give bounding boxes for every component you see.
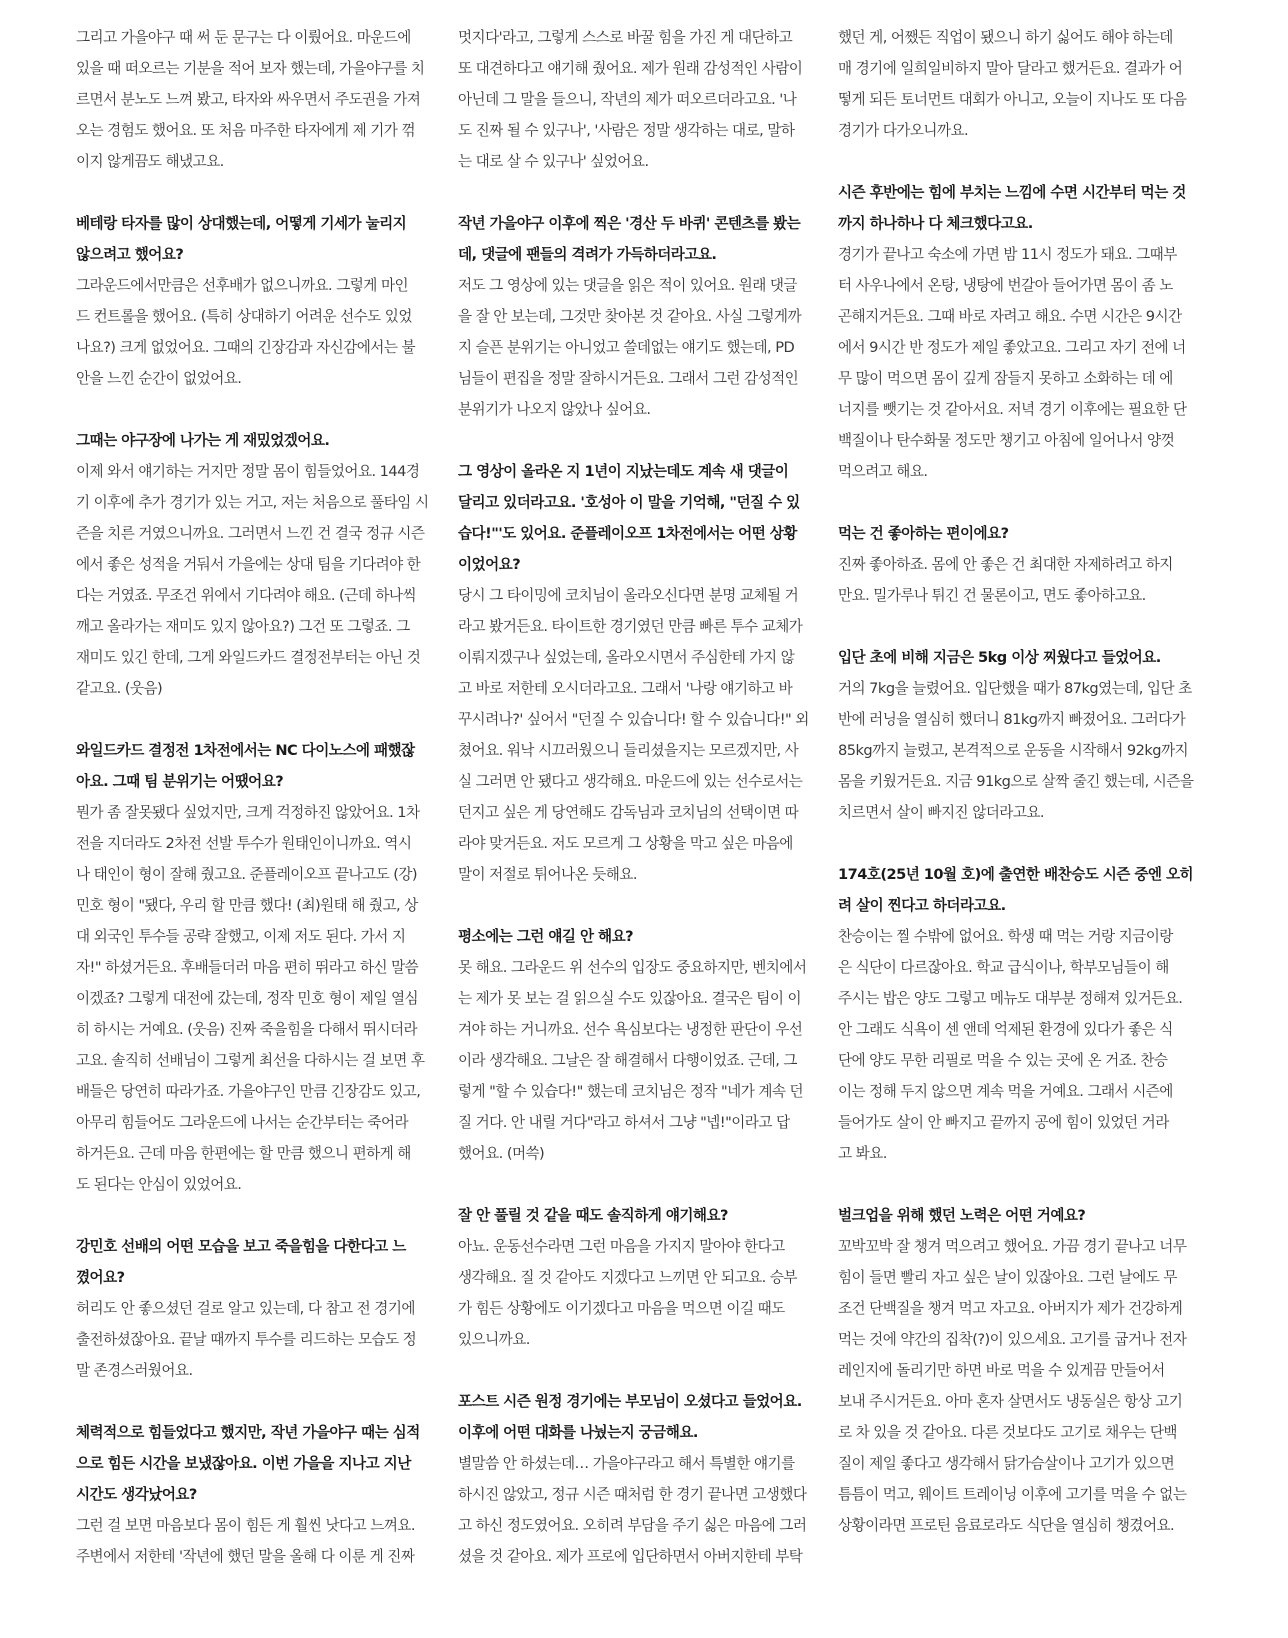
- text-line: 별말씀 안 하셨는데… 가을야구라고 해서 특별한 얘기를: [458, 1455, 795, 1472]
- interview-answer: [838, 549, 1198, 611]
- text-line: 도 된다는 안심이 있었어요.: [76, 1176, 242, 1193]
- text-line: 벌크업을 위해 했던 노력은 어떤 거예요?: [838, 1207, 1086, 1224]
- paragraph-gap: [838, 146, 1198, 177]
- text-line: 말이 저절로 튀어나온 듯해요.: [458, 866, 637, 883]
- interview-answer: [458, 580, 818, 890]
- interview-answer: [838, 239, 1198, 487]
- paragraph-gap: [458, 1355, 818, 1386]
- text-line: 잘 안 풀릴 것 같을 때도 솔직하게 얘기해요?: [458, 1207, 728, 1224]
- interview-question: [76, 735, 436, 797]
- text-line: 습다!"'도 있어요. 준플레이오프 1차전에서는 어떤 상황: [458, 525, 797, 542]
- text-line: 먹으려고 해요.: [838, 463, 928, 480]
- text-line: 또 대견하다고 얘기해 줬어요. 제가 원래 감성적인 사람이: [458, 60, 803, 77]
- text-line: 백질이나 탄수화물 정도만 챙기고 아침에 일어나서 양껏: [838, 432, 1175, 449]
- text-line: 말 존경스러웠어요.: [76, 1362, 193, 1379]
- text-line: 하거든요. 근데 마음 한편에는 할 만큼 했으니 편하게 해: [76, 1145, 411, 1162]
- paragraph-gap: [76, 1200, 436, 1231]
- text-line: 상황이라면 프로틴 음료로라도 식단을 열심히 챙겼어요.: [838, 1517, 1175, 1534]
- interview-answer: [76, 797, 436, 1200]
- text-line: 실 그러면 안 됐다고 생각해요. 마운드에 있는 선수로서는: [458, 773, 803, 790]
- text-line: 대 외국인 투수들 공략 잘했고, 이제 저도 된다. 가서 지: [76, 928, 406, 945]
- text-line: 배들은 당연히 따라가죠. 가을야구인 만큼 긴장감도 있고,: [76, 1083, 421, 1100]
- text-line: 을 잘 안 보는데, 그것만 찾아본 것 같아요. 사실 그렇게까: [458, 308, 802, 325]
- text-line: 나요?) 크게 없었어요. 그때의 긴장감과 자신감에서는 불: [76, 339, 416, 356]
- text-line: 라고 봤거든요. 타이트한 경기였던 만큼 빠른 투수 교체가: [458, 618, 803, 635]
- text-line: 터 사우나에서 온탕, 냉탕에 번갈아 들어가면 몸이 좀 노: [838, 277, 1173, 294]
- text-line: 겨야 하는 거니까요. 선수 욕심보다는 냉정한 판단이 우선: [458, 1021, 803, 1038]
- text-line: 있으니까요.: [458, 1331, 530, 1348]
- text-line: 고 바로 저한테 오시더라고요. 그래서 '나랑 얘기하고 바: [458, 680, 793, 697]
- text-line: 강민호 선배의 어떤 모습을 보고 죽을힘을 다한다고 느: [76, 1238, 406, 1255]
- text-line: 틈틈이 먹고, 웨이트 트레이닝 이후에 고기를 먹을 수 없는: [838, 1486, 1187, 1503]
- text-line: 는 제가 못 보는 걸 읽으실 수도 있잖아요. 결국은 팀이 이: [458, 990, 802, 1007]
- text-line: 작년 가을야구 이후에 찍은 '경산 두 바퀴' 콘텐츠를 봤는: [458, 215, 801, 232]
- text-line: 안 그래도 식욕이 센 앤데 억제된 환경에 있다가 좋은 식: [838, 1021, 1173, 1038]
- text-line: 고요. 솔직히 선배님이 그렇게 최선을 다하시는 걸 보면 후: [76, 1052, 425, 1069]
- paragraph-gap: [838, 611, 1198, 642]
- text-column-3: [838, 22, 1198, 1541]
- text-line: 거의 7kg을 늘렸어요. 입단했을 때가 87kg였는데, 입단 초: [838, 680, 1192, 697]
- paragraph-gap: [458, 177, 818, 208]
- paragraph-gap: [838, 487, 1198, 518]
- text-line: 이라 생각해요. 그날은 잘 해결해서 다행이었죠. 근데, 그: [458, 1052, 797, 1069]
- text-line: 라야 맞거든요. 저도 모르게 그 상황을 막고 싶은 마음에: [458, 835, 793, 852]
- paragraph-gap: [76, 394, 436, 425]
- text-line: 로 차 있을 것 같아요. 다른 것보다도 고기로 채우는 단백: [838, 1424, 1177, 1441]
- interview-answer: [76, 22, 436, 177]
- interview-question: [838, 518, 1198, 549]
- text-line: 주시는 밥은 양도 그렇고 메뉴도 대부분 정해져 있거든요.: [838, 990, 1183, 1007]
- interview-question: [458, 456, 818, 580]
- text-line: 에서 좋은 성적을 거둬서 가을에는 상대 팀을 기다려야 한: [76, 556, 421, 573]
- text-line: 들어가도 살이 안 빠지고 끝까지 공에 힘이 있었던 거라: [838, 1114, 1169, 1131]
- text-line: 는 대로 살 수 있구나' 싶었어요.: [458, 153, 649, 170]
- text-line: 이지 않게끔도 해냈고요.: [76, 153, 224, 170]
- text-line: 경기가 끝나고 숙소에 가면 밤 11시 정도가 돼요. 그때부: [838, 246, 1177, 263]
- text-line: 나 태인이 형이 잘해 줬고요. 준플레이오프 끝나고도 (강): [76, 866, 418, 883]
- text-line: 진짜 좋아하죠. 몸에 안 좋은 건 최대한 자제하려고 하지: [838, 556, 1173, 573]
- text-line: 민호 형이 "됐다, 우리 할 만큼 했다! (최)원태 해 줬고, 상: [76, 897, 418, 914]
- text-line: 174호(25년 10월 호)에 출연한 배찬승도 시즌 중엔 오히: [838, 866, 1194, 883]
- text-line: 시즌 후반에는 힘에 부치는 느낌에 수면 시간부터 먹는 것: [838, 184, 1186, 201]
- text-column-2: [458, 22, 818, 1572]
- paragraph-gap: [76, 704, 436, 735]
- text-line: 했어요. (머쓱): [458, 1145, 545, 1162]
- interview-answer: [76, 1510, 436, 1572]
- interview-question: [838, 859, 1198, 921]
- interview-answer: [458, 22, 818, 177]
- text-line: 주변에서 저한테 '작년에 했던 말을 올해 다 이룬 게 진짜: [76, 1548, 415, 1565]
- text-line: 오는 경험도 했어요. 또 처음 마주한 타자에게 제 기가 꺾: [76, 122, 415, 139]
- interview-question: [458, 921, 818, 952]
- text-line: 이뤄지겠구나 싶었는데, 올라오시면서 주심한테 가지 않: [458, 649, 795, 666]
- text-line: 지 슬픈 분위기는 아니었고 쓸데없는 얘기도 했는데, PD: [458, 339, 795, 356]
- interview-answer: [76, 456, 436, 704]
- text-line: 허리도 안 좋으셨던 걸로 알고 있는데, 다 참고 전 경기에: [76, 1300, 415, 1317]
- text-line: 레인지에 돌리기만 하면 바로 먹을 수 있게끔 만들어서: [838, 1362, 1165, 1379]
- text-line: 은 식단이 다르잖아요. 학교 급식이나, 학부모님들이 해: [838, 959, 1169, 976]
- text-line: 입단 초에 비해 지금은 5kg 이상 찌웠다고 들었어요.: [838, 649, 1161, 666]
- text-line: 찬승이는 찔 수밖에 없어요. 학생 때 먹는 거랑 지금이랑: [838, 928, 1173, 945]
- text-line: 단에 양도 무한 리필로 먹을 수 있는 곳에 온 거죠. 찬승: [838, 1052, 1168, 1069]
- text-line: 으로 힘든 시간을 보냈잖아요. 이번 가을을 지나고 지난: [76, 1455, 411, 1472]
- text-line: 그런 걸 보면 마음보다 몸이 힘든 게 훨씬 낫다고 느껴요.: [76, 1517, 415, 1534]
- text-line: 반에 러닝을 열심히 했더니 81kg까지 빠졌어요. 그러다가: [838, 711, 1186, 728]
- text-line: 이후에 어떤 대화를 나눴는지 궁금해요.: [458, 1424, 698, 1441]
- interview-answer: [458, 270, 818, 425]
- interview-answer: [458, 1448, 818, 1572]
- text-line: 자!" 하셨거든요. 후배들더러 마음 편히 뛰라고 하신 말씀: [76, 959, 419, 976]
- text-line: 몸을 키웠거든요. 지금 91kg으로 살짝 줄긴 했는데, 시즌을: [838, 773, 1194, 790]
- interview-question: [76, 1231, 436, 1293]
- text-line: 그라운드에서만큼은 선후배가 없으니까요. 그렇게 마인: [76, 277, 409, 294]
- text-line: 곤해지거든요. 그때 바로 자려고 해요. 수면 시간은 9시간: [838, 308, 1182, 325]
- text-line: 분위기가 나오지 않았나 싶어요.: [458, 401, 651, 418]
- text-line: 못 해요. 그라운드 위 선수의 입장도 중요하지만, 벤치에서: [458, 959, 807, 976]
- interview-answer: [838, 1231, 1198, 1541]
- interview-answer: [838, 22, 1198, 146]
- text-line: 멋지다'라고, 그렇게 스스로 바꿀 힘을 가진 게 대단하고: [458, 29, 793, 46]
- text-line: 가 힘든 상황에도 이기겠다고 마음을 먹으면 이길 때도: [458, 1300, 785, 1317]
- interview-question: [76, 208, 436, 270]
- text-line: 이겠죠? 그렇게 대전에 갔는데, 정작 민호 형이 제일 열심: [76, 990, 419, 1007]
- text-line: 만요. 밀가루나 튀긴 건 물론이고, 면도 좋아하고요.: [838, 587, 1146, 604]
- text-line: 렇게 "할 수 있습다!" 했는데 코치님은 정작 "네가 계속 던: [458, 1083, 804, 1100]
- paragraph-gap: [458, 890, 818, 921]
- text-line: 했던 게, 어쨌든 직업이 됐으니 하기 싫어도 해야 하는데: [838, 29, 1173, 46]
- text-column-1: [76, 22, 436, 1572]
- text-line: 려 살이 찐다고 하더라고요.: [838, 897, 1006, 914]
- text-line: 출전하셨잖아요. 끝날 때까지 투수를 리드하는 모습도 정: [76, 1331, 417, 1348]
- text-line: 보내 주시거든요. 아마 혼자 살면서도 냉동실은 항상 고기: [838, 1393, 1183, 1410]
- text-line: 무 많이 먹으면 몸이 깊게 잠들지 못하고 소화하는 데 에: [838, 370, 1173, 387]
- text-line: 꾸시려나?' 싶어서 "던질 수 있습니다! 할 수 있습니다!" 외: [458, 711, 809, 728]
- text-line: 이제 와서 얘기하는 거지만 정말 몸이 힘들었어요. 144경: [76, 463, 420, 480]
- text-line: 그 영상이 올라온 지 1년이 지났는데도 계속 새 댓글이: [458, 463, 789, 480]
- text-line: 아요. 그때 팀 분위기는 어땠어요?: [76, 773, 284, 790]
- interview-question: [458, 208, 818, 270]
- interview-question: [76, 1417, 436, 1510]
- text-line: 재미도 있긴 한데, 그게 와일드카드 결정전부터는 아닌 것: [76, 649, 421, 666]
- text-line: 힘이 들면 빨리 자고 싶은 날이 있잖아요. 그런 날에도 무: [838, 1269, 1177, 1286]
- text-line: 그리고 가을야구 때 써 둔 문구는 다 이뤘어요. 마운드에: [76, 29, 411, 46]
- interview-answer: [838, 921, 1198, 1169]
- text-line: 않으려고 했어요?: [76, 246, 184, 263]
- text-line: 히 하시는 거예요. (웃음) 진짜 죽을힘을 다해서 뛰시더라: [76, 1021, 418, 1038]
- paragraph-gap: [458, 425, 818, 456]
- interview-answer: [458, 1231, 818, 1355]
- text-line: 같고요. (웃음): [76, 680, 163, 697]
- interview-question: [458, 1200, 818, 1231]
- text-line: 평소에는 그런 얘길 안 해요?: [458, 928, 634, 945]
- text-line: 꼬박꼬박 잘 챙겨 먹으려고 했어요. 가끔 경기 끝나고 너무: [838, 1238, 1187, 1255]
- text-line: 그때는 야구장에 나가는 게 재밌었겠어요.: [76, 432, 330, 449]
- text-line: 질이 제일 좋다고 생각해서 닭가슴살이나 고기가 있으면: [838, 1455, 1175, 1472]
- text-line: 질 거다. 안 내릴 거다"라고 하셔서 그냥 "넵!"이라고 답: [458, 1114, 790, 1131]
- interview-question: [838, 1200, 1198, 1231]
- text-line: 있을 때 떠오르는 기분을 적어 보자 했는데, 가을야구를 치: [76, 60, 425, 77]
- text-line: 안을 느낀 순간이 없었어요.: [76, 370, 242, 387]
- paragraph-gap: [76, 177, 436, 208]
- text-line: 르면서 분노도 느껴 봤고, 타자와 싸우면서 주도권을 가져: [76, 91, 421, 108]
- text-line: 꼈어요?: [76, 1269, 125, 1286]
- text-line: 도 진짜 될 수 있구나', '사람은 정말 생각하는 대로, 말하: [458, 122, 795, 139]
- paragraph-gap: [838, 828, 1198, 859]
- interview-answer: [458, 952, 818, 1169]
- text-line: 체력적으로 힘들었다고 했지만, 작년 가을야구 때는 심적: [76, 1424, 420, 1441]
- interview-question: [838, 177, 1198, 239]
- text-line: 에서 9시간 반 정도가 제일 좋았고요. 그리고 자기 전에 너: [838, 339, 1186, 356]
- text-line: 당시 그 타이밍에 코치님이 올라오신다면 분명 교체될 거: [458, 587, 799, 604]
- text-line: 달리고 있더라고요. '호성아 이 말을 기억해, "던질 수 있: [458, 494, 800, 511]
- text-line: 아무리 힘들어도 그라운드에 나서는 순간부터는 죽어라: [76, 1114, 409, 1131]
- text-line: 85kg까지 늘렸고, 본격적으로 운동을 시작해서 92kg까지: [838, 742, 1189, 759]
- text-line: 데, 댓글에 팬들의 격려가 가득하더라고요.: [458, 246, 717, 263]
- interview-answer: [76, 1293, 436, 1386]
- text-line: 고 하신 정도였어요. 오히려 부담을 주기 싫은 마음에 그러: [458, 1517, 807, 1534]
- text-line: 기 이후에 추가 경기가 있는 거고, 저는 처음으로 풀타임 시: [76, 494, 429, 511]
- text-line: 깨고 올라가는 재미도 있지 않아요?) 그건 또 그렇죠. 그: [76, 618, 410, 635]
- text-line: 다는 거였죠. 무조건 위에서 기다려야 해요. (근데 하나씩: [76, 587, 416, 604]
- paragraph-gap: [458, 1169, 818, 1200]
- text-line: 드 컨트롤을 했어요. (특히 상대하기 어려운 선수도 있었: [76, 308, 412, 325]
- interview-question: [838, 642, 1198, 673]
- text-line: 즌을 치른 거였으니까요. 그러면서 느낀 건 결국 정규 시즌: [76, 525, 425, 542]
- text-line: 떻게 되든 토너먼트 대회가 아니고, 오늘이 지나도 또 다음: [838, 91, 1187, 108]
- text-line: 쳤어요. 워낙 시끄러웠으니 들리셨을지는 모르겠지만, 사: [458, 742, 799, 759]
- text-line: 까지 하나하나 다 체크했다고요.: [838, 215, 1033, 232]
- text-line: 매 경기에 일희일비하지 말아 달라고 했거든요. 결과가 어: [838, 60, 1183, 77]
- interview-answer: [76, 270, 436, 394]
- interview-question: [458, 1386, 818, 1448]
- text-line: 전을 지더라도 2차전 선발 투수가 원태인이니까요. 역시: [76, 835, 412, 852]
- text-line: 베테랑 타자를 많이 상대했는데, 어떻게 기세가 눌리지: [76, 215, 407, 232]
- text-line: 와일드카드 결정전 1차전에서는 NC 다이노스에 패했잖: [76, 742, 415, 759]
- text-line: 아뇨. 운동선수라면 그런 마음을 가지지 말아야 한다고: [458, 1238, 785, 1255]
- text-line: 먹는 것에 약간의 집착(?)이 있으세요. 고기를 굽거나 전자: [838, 1331, 1187, 1348]
- text-line: 아닌데 그 말을 들으니, 작년의 제가 떠오르더라고요. '나: [458, 91, 797, 108]
- text-line: 생각해요. 질 것 같아도 지겠다고 느끼면 안 되고요. 승부: [458, 1269, 797, 1286]
- text-line: 치르면서 살이 빠지진 않더라고요.: [838, 804, 1045, 821]
- text-line: 조건 단백질을 챙겨 먹고 자고요. 아버지가 제가 건강하게: [838, 1300, 1183, 1317]
- text-line: 경기가 다가오니까요.: [838, 122, 969, 139]
- interview-answer: [838, 673, 1198, 828]
- text-line: 님들이 편집을 정말 잘하시거든요. 그래서 그런 감성적인: [458, 370, 799, 387]
- text-line: 셨을 것 같아요. 제가 프로에 입단하면서 아버지한테 부탁: [458, 1548, 803, 1565]
- paragraph-gap: [76, 1386, 436, 1417]
- text-line: 고 봐요.: [838, 1145, 887, 1162]
- text-line: 저도 그 영상에 있는 댓글을 읽은 적이 있어요. 원래 댓글: [458, 277, 797, 294]
- text-line: 이었어요?: [458, 556, 521, 573]
- paragraph-gap: [838, 1169, 1198, 1200]
- text-line: 던지고 싶은 게 당연해도 감독님과 코치님의 선택이면 따: [458, 804, 799, 821]
- text-line: 시간도 생각났어요?: [76, 1486, 197, 1503]
- text-line: 너지를 뺏기는 것 같아서요. 저녁 경기 이후에는 필요한 단: [838, 401, 1187, 418]
- text-line: 하시진 않았고, 정규 시즌 때처럼 한 경기 끝나면 고생했다: [458, 1486, 807, 1503]
- text-line: 포스트 시즌 원정 경기에는 부모님이 오셨다고 들었어요.: [458, 1393, 802, 1410]
- text-line: 이는 정해 두지 않으면 계속 먹을 거예요. 그래서 시즌에: [838, 1083, 1173, 1100]
- text-line: 먹는 건 좋아하는 편이에요?: [838, 525, 1009, 542]
- text-line: 뭔가 좀 잘못됐다 싶었지만, 크게 걱정하진 않았어요. 1차: [76, 804, 420, 821]
- interview-question: [76, 425, 436, 456]
